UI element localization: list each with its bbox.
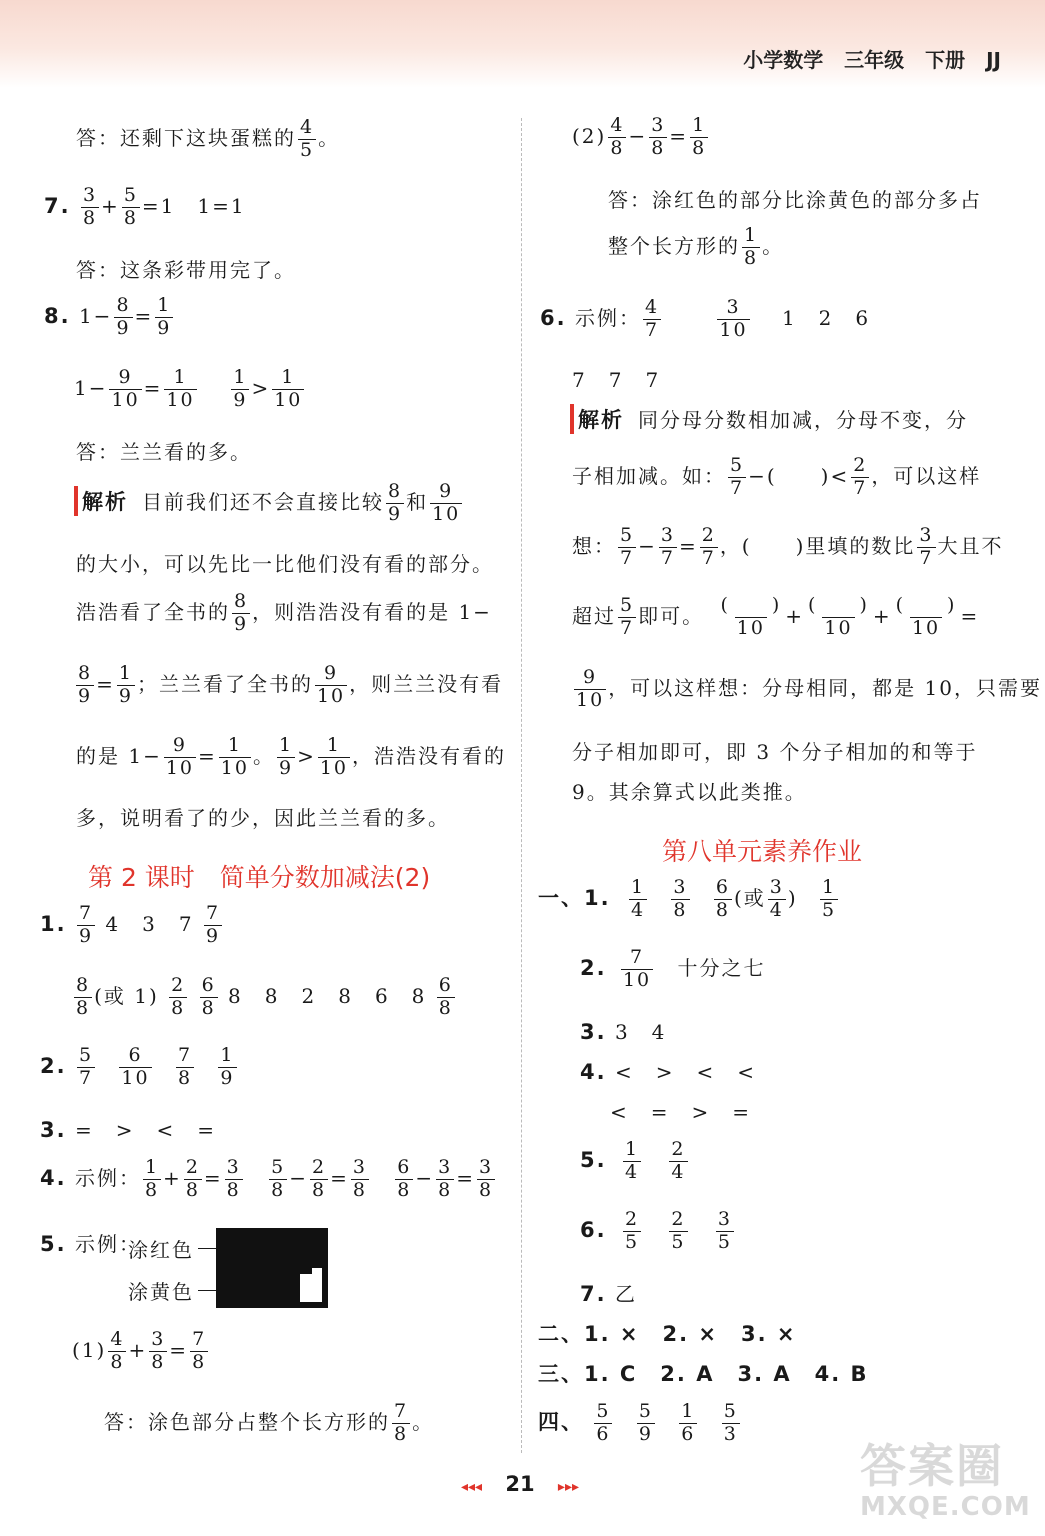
fraction: $\frac{9}{10}$ [165,734,195,779]
fraction: $\frac{6}{8}$ [397,1156,412,1201]
fraction: $\frac{1}{4}$ [630,876,646,921]
fraction: $\frac{2}{5}$ [671,1208,686,1253]
s-question-4: 4. 示例： $\frac{1}{8}$ + $\frac{2}{8}$ = $\frac{3}{8}$ $\frac{5}{8}$ − $\frac{2}{8}$ = $\frac{3}{8}$ $\frac{6}{8}$ − $\frac{3}{8}$ = $\frac{3}{8}$ [40,1156,494,1201]
fraction: $\frac{3}{8}$ [352,1156,367,1201]
analysis-2-line5: $\frac{9}{10}$ ，可以这样想：分母相同，都是 10，只需要 [576,666,1042,711]
question-8-answer: 答：兰兰看的多。 [76,440,252,464]
u-part-2: 二、1. × 2. × 3. × [538,1322,797,1346]
fraction: $\frac{4}{8}$ [110,1328,125,1373]
analysis-2-line1: 解析 同分母分数相加减，分母不变，分 [570,404,968,434]
fraction: $\frac{7}{8}$ [192,1328,207,1373]
u-part-3: 三、1. C 2. A 3. A 4. B [538,1362,869,1386]
s-question-1-line1: 1. $\frac{7}{9}$ 4 3 7 $\frac{7}{9}$ [40,902,221,947]
u-question-1: 一、1. $\frac{1}{4}$ $\frac{3}{8}$ $\frac{6}{8}$ (或 $\frac{3}{4}$ ) $\frac{1}{5}$ [538,876,837,921]
r-sub2: (2) $\frac{4}{8}$ − $\frac{3}{8}$ = $\frac{1}{8}$ [572,114,707,159]
fraction: $\frac{7}{8}$ [394,1400,409,1445]
fraction: $\frac{2}{8}$ [311,1156,327,1201]
fraction: $\frac{1}{8}$ [744,224,759,269]
fraction: $\frac{5}{7}$ [620,524,635,569]
yellow-label: 涂黄色 [128,1280,194,1304]
u-question-5: 5. $\frac{1}{4}$ $\frac{2}{4}$ [580,1138,686,1183]
fraction: $\frac{5}{6}$ [596,1400,611,1445]
fraction: $\frac{1}{6}$ [681,1400,696,1445]
fraction: $\frac{5}{3}$ [723,1400,738,1445]
fraction: $\frac{1}{10}$ [166,366,195,411]
fraction: $\frac{3}{7}$ [919,524,934,569]
fraction: $\frac{1}{4}$ [624,1138,640,1183]
fraction: $\frac{3}{8}$ [151,1328,166,1373]
s-question-5-sub1: (1) $\frac{4}{8}$ + $\frac{3}{8}$ = $\frac{7}{8}$ [72,1328,207,1373]
section-title-lesson2: 第 2 课时 简单分数加减法(2) [88,863,431,892]
r-sub2-answer-2: 整个长方形的 $\frac{1}{8}$ 。 [608,224,785,269]
analysis-1-line4: $\frac{8}{9}$ = $\frac{1}{9}$ ；兰兰看了全书的 $\frac{9}{10}$ ，则兰兰没有看 [78,662,504,707]
fraction: $\frac{6}{8}$ [715,876,730,921]
fraction: $\frac{5}{9}$ [638,1400,653,1445]
analysis-2-line3: 想： $\frac{5}{7}$ − $\frac{3}{7}$ = $\frac{2}{7}$ ，( )里填的数比 $\frac{3}{7}$ 大且不 [572,524,1004,569]
red-label: 涂红色 [128,1238,194,1262]
fraction: $\frac{3}{5}$ [717,1208,732,1253]
fraction: $\frac{7}{10}$ [622,946,652,991]
fraction: $\frac{9}{10}$ [576,666,605,711]
fraction: $\frac{6}{10}$ [121,1044,150,1089]
fraction: $\frac{8}{9}$ [388,480,403,525]
column-divider [521,118,522,1453]
question-8-line2: 1− $\frac{9}{10}$ = $\frac{1}{10}$ $\frac{1}{9}$ > $\frac{1}{10}$ [74,366,303,411]
s-question-5-label: 5. 示例： [40,1232,141,1256]
fraction: $\frac{2}{4}$ [671,1138,686,1183]
next-arrows-icon: ▸▸▸ [557,1479,580,1495]
fraction: $\frac{9}{10}$ [316,662,346,707]
u-question-7: 7. 乙 [580,1282,637,1306]
r-sub2-answer-1: 答：涂红色的部分比涂黄色的部分多占 [608,188,982,212]
section-title-unit8: 第八单元素养作业 [662,837,863,866]
fraction: $\frac{1}{10}$ [274,366,303,411]
analysis-1-line3: 浩浩看了全书的 $\frac{8}{9}$ ，则浩浩没有看的是 1− [76,590,492,635]
fraction: $\frac{3}{8}$ [438,1156,453,1201]
analysis-label: 解析 [570,404,624,434]
analysis-label: 解析 [74,486,128,516]
fraction: $\frac{1}{9}$ [118,662,133,707]
r-question-6-line2: 7 7 7 [572,368,661,392]
s-question-1-line2: $\frac{8}{8}$ (或 1) $\frac{2}{8}$ $\frac{6}{8}$ 8 8 2 8 6 8 $\frac{6}{8}$ [76,974,453,1019]
rectangle-diagram [216,1228,328,1308]
analysis-2-line7: 9。其余算式以此类推。 [572,780,807,804]
u-question-6: 6. $\frac{2}{5}$ $\frac{2}{5}$ $\frac{3}{5}$ [580,1208,732,1253]
analysis-2-line2: 子相加减。如： $\frac{5}{7}$ −( )< $\frac{2}{7}$ ，可以这样 [572,454,982,499]
s-question-3: 3. = > < = [40,1118,216,1142]
fraction: $\frac{1}{8}$ [144,1156,160,1201]
analysis-1-line1: 解析 目前我们还不会直接比较 $\frac{8}{9}$ 和 $\frac{9}{10}$ [74,482,464,525]
fraction: $\frac{3}{4}$ [769,876,784,921]
fraction: $\frac{3}{7}$ [660,524,675,569]
fraction: $\frac{5}{7}$ [620,594,635,639]
question-8-line1: 8. 1− $\frac{8}{9}$ = $\frac{1}{9}$ [44,294,172,339]
rectangle-notch [300,1268,312,1274]
r-question-6: 6. 示例： $\frac{4}{7}$ $\frac{3}{10}$ 1 2 6 [540,296,871,341]
u-question-4-row1: 4. < > < < [580,1060,756,1084]
fraction: $\frac{1}{8}$ [692,114,707,159]
fraction: $\frac{8}{9}$ [78,662,93,707]
fraction: $\frac{5}{7}$ [730,454,745,499]
fraction: $\frac{7}{9}$ [78,902,94,947]
fraction: $\frac{4}{5}$ [300,116,315,161]
u-question-3: 3. 3 4 [580,1020,667,1044]
fraction: $\frac{3}{8}$ [479,1156,494,1201]
fraction: $\frac{2}{7}$ [853,454,868,499]
fraction: $\frac{1}{9}$ [157,294,172,339]
fraction: $\frac{8}{8}$ [76,974,91,1019]
fraction: $\frac{( )}{10}$ [895,594,957,639]
fraction: $\frac{5}{7}$ [78,1044,94,1089]
fraction: $\frac{( )}{10}$ [720,594,782,639]
fraction: $\frac{2}{8}$ [185,1156,200,1201]
u-question-2: 2. $\frac{7}{10}$ 十分之七 [580,946,766,991]
fraction: $\frac{3}{8}$ [673,876,688,921]
prev-arrows-icon: ◂◂◂ [460,1479,483,1495]
fraction: $\frac{7}{8}$ [177,1044,193,1089]
page-number: 21 [505,1472,535,1496]
fraction: $\frac{5}{8}$ [123,184,138,229]
fraction: $\frac{3}{10}$ [719,296,748,341]
red-leader-line [198,1248,218,1249]
fraction: $\frac{1}{10}$ [319,734,349,779]
fraction: $\frac{2}{8}$ [171,974,186,1019]
fraction: $\frac{4}{7}$ [644,296,660,341]
fraction: $\frac{1}{9}$ [220,1044,235,1089]
question-7: 7. $\frac{3}{8}$ + $\frac{5}{8}$ =1 1=1 [44,184,246,229]
s-question-2: 2. $\frac{5}{7}$ $\frac{6}{10}$ $\frac{7}{8}$ $\frac{1}{9}$ [40,1044,235,1089]
fraction: $\frac{6}{8}$ [438,974,453,1019]
analysis-2-line4: 超过 $\frac{5}{7}$ 即可。 $\frac{( )}{10}$ + $\frac{( )}{10}$ + $\frac{( )}{10}$ = [572,594,980,639]
s-question-5-answer: 答：涂色部分占整个长方形的 $\frac{7}{8}$ 。 [104,1400,435,1445]
watermark: 答案圈 MXQE.COM [860,1439,1031,1522]
fraction: $\frac{5}{8}$ [271,1156,286,1201]
fraction: $\frac{1}{9}$ [233,366,248,411]
fraction: $\frac{8}{9}$ [116,294,131,339]
analysis-1-line5: 的是 1− $\frac{9}{10}$ = $\frac{1}{10}$ 。 $\frac{1}{9}$ > $\frac{1}{10}$ ，浩浩没有看的 [76,734,507,779]
analysis-1-line6: 多，说明看了的少，因此兰兰看的多。 [76,806,450,830]
page-footer [440,1472,600,1496]
fraction: $\frac{8}{9}$ [234,590,249,635]
fraction: $\frac{3}{8}$ [226,1156,241,1201]
u-part-4: 四、 $\frac{5}{6}$ $\frac{5}{9}$ $\frac{1}{6}$ $\frac{5}{3}$ [538,1400,738,1445]
question-7-answer: 答：这条彩带用完了。 [76,258,296,282]
fraction: $\frac{1}{10}$ [220,734,249,779]
fraction: $\frac{3}{8}$ [651,114,666,159]
analysis-2-line6: 分子相加即可，即 3 个分子相加的和等于 [572,740,978,764]
u-question-4-row2: < = > = [610,1100,752,1124]
fraction: $\frac{1}{5}$ [822,876,837,921]
fraction: $\frac{7}{9}$ [205,902,221,947]
analysis-1-line2: 的大小，可以先比一比他们没有看的部分。 [76,552,494,576]
header-title: 小学数学 三年级 下册 JJ [743,48,1001,72]
yellow-leader-line [198,1290,218,1291]
fraction: $\frac{4}{8}$ [610,114,625,159]
fraction: $\frac{1}{9}$ [278,734,294,779]
fraction: $\frac{9}{10}$ [432,480,461,525]
fraction: $\frac{6}{8}$ [201,974,216,1019]
fraction: $\frac{3}{8}$ [82,184,98,229]
fraction: $\frac{2}{7}$ [701,524,716,569]
fraction: $\frac{2}{5}$ [624,1208,640,1253]
answer-line: 答：还剩下这块蛋糕的 $\frac{4}{5}$ 。 [76,116,341,161]
fraction: $\frac{( )}{10}$ [808,594,869,639]
fraction: $\frac{9}{10}$ [111,366,140,411]
